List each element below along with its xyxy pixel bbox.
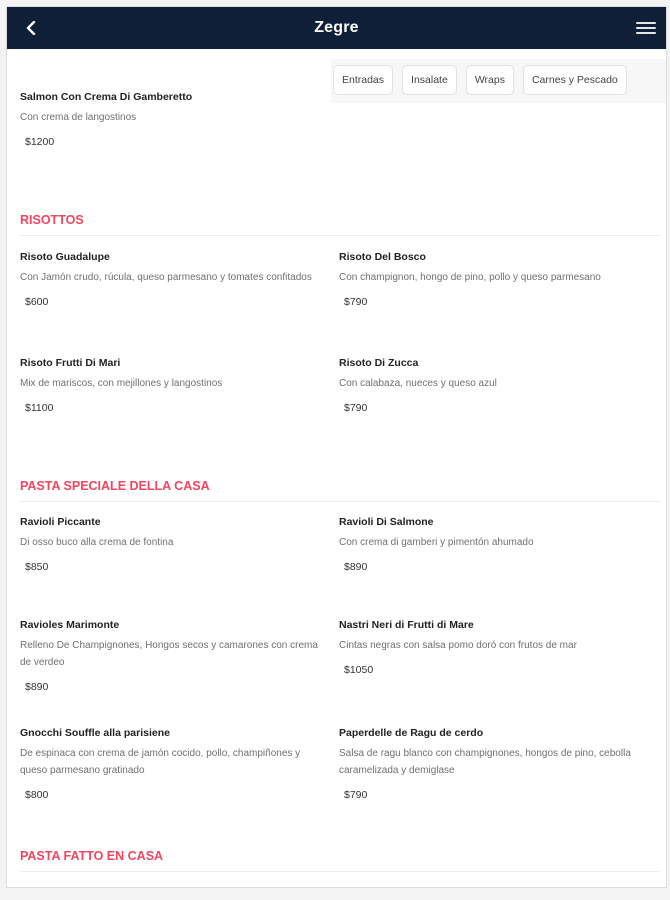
page-title: Zegre [314, 19, 359, 36]
item-description: De espinaca con crema de jamón cocido, pollo, champiñones y queso parmesano gratinado [20, 748, 301, 776]
item-price: $890 [25, 681, 49, 693]
item-description: Cintas negras con salsa pomo doró con frutos de mar [339, 640, 577, 651]
menu-item[interactable] [20, 516, 320, 573]
item-description: Relleno De Champignones, Hongos secos y camarones con crema de verdeo [20, 640, 318, 668]
section-title-pasta-speciale: PASTA SPECIALE DELLA CASA [20, 479, 210, 493]
section-divider [20, 871, 660, 872]
menu-item[interactable] [339, 727, 639, 801]
tab-entradas[interactable]: Entradas [333, 65, 393, 95]
menu-item[interactable] [339, 516, 639, 573]
item-description: Con crema de langostinos [20, 112, 137, 123]
menu-item[interactable] [339, 357, 639, 414]
item-name: Ravioli Piccante [20, 516, 101, 528]
item-price: $790 [344, 789, 368, 801]
item-price: $790 [344, 402, 368, 414]
menu-item[interactable] [20, 357, 320, 414]
item-price: $600 [25, 296, 49, 308]
item-price: $890 [344, 561, 368, 573]
section-title-pasta-fatto: PASTA FATTO EN CASA [20, 849, 164, 863]
item-description: Salsa de ragu blanco con champignones, hongos de pino, cebolla caramelizada y demiglase [339, 748, 631, 776]
back-arrow-icon[interactable] [19, 16, 43, 40]
item-name: Gnocchi Souffle alla parisiene [20, 727, 170, 739]
item-description: Mix de mariscos, con mejillones y langostinos [20, 378, 223, 389]
tab-insalate[interactable]: Insalate [402, 65, 457, 95]
tab-carnes-y-pescado[interactable]: Carnes y Pescado [523, 65, 627, 95]
section-title-risottos: RISOTTOS [20, 213, 84, 227]
top-bar [7, 7, 666, 49]
item-description: Con champignon, hongo de pino, pollo y queso parmesano [339, 272, 601, 283]
item-name: Risoto Guadalupe [20, 251, 110, 263]
item-price: $1100 [25, 402, 54, 414]
menu-item[interactable] [339, 251, 639, 308]
menu-item[interactable] [20, 91, 320, 148]
item-description: Con calabaza, nueces y queso azul [339, 378, 497, 389]
item-description: Di osso buco alla crema de fontina [20, 537, 174, 548]
item-price: $790 [344, 296, 368, 308]
item-name: Risoto Frutti Di Mari [20, 357, 121, 369]
item-price: $850 [25, 561, 49, 573]
item-description: Con crema di gamberi y pimentón ahumado [339, 537, 534, 548]
item-price: $800 [25, 789, 49, 801]
item-description: Con Jamón crudo, rúcula, queso parmesano y tomates confitados [20, 272, 312, 283]
hamburger-menu-icon[interactable] [636, 18, 656, 38]
item-name: Ravioli Di Salmone [339, 516, 434, 528]
menu-item[interactable] [339, 619, 639, 676]
category-tabs [331, 59, 667, 103]
section-divider [20, 235, 660, 236]
item-name: Paperdelle de Ragu de cerdo [339, 727, 484, 739]
item-name: Risoto Del Bosco [339, 251, 426, 263]
app-frame [6, 6, 667, 888]
menu-item[interactable] [20, 727, 320, 801]
menu-item[interactable] [20, 619, 320, 693]
item-price: $1200 [25, 136, 55, 148]
item-price: $1050 [344, 664, 374, 676]
item-name: Salmon Con Crema Di Gamberetto [20, 91, 193, 103]
tab-wraps[interactable]: Wraps [466, 65, 514, 95]
menu-item[interactable] [20, 251, 320, 308]
item-name: Ravioles Marimonte [20, 619, 120, 631]
item-name: Nastri Neri di Frutti di Mare [339, 619, 474, 631]
section-divider [20, 501, 660, 502]
item-name: Risoto Di Zucca [339, 357, 419, 369]
